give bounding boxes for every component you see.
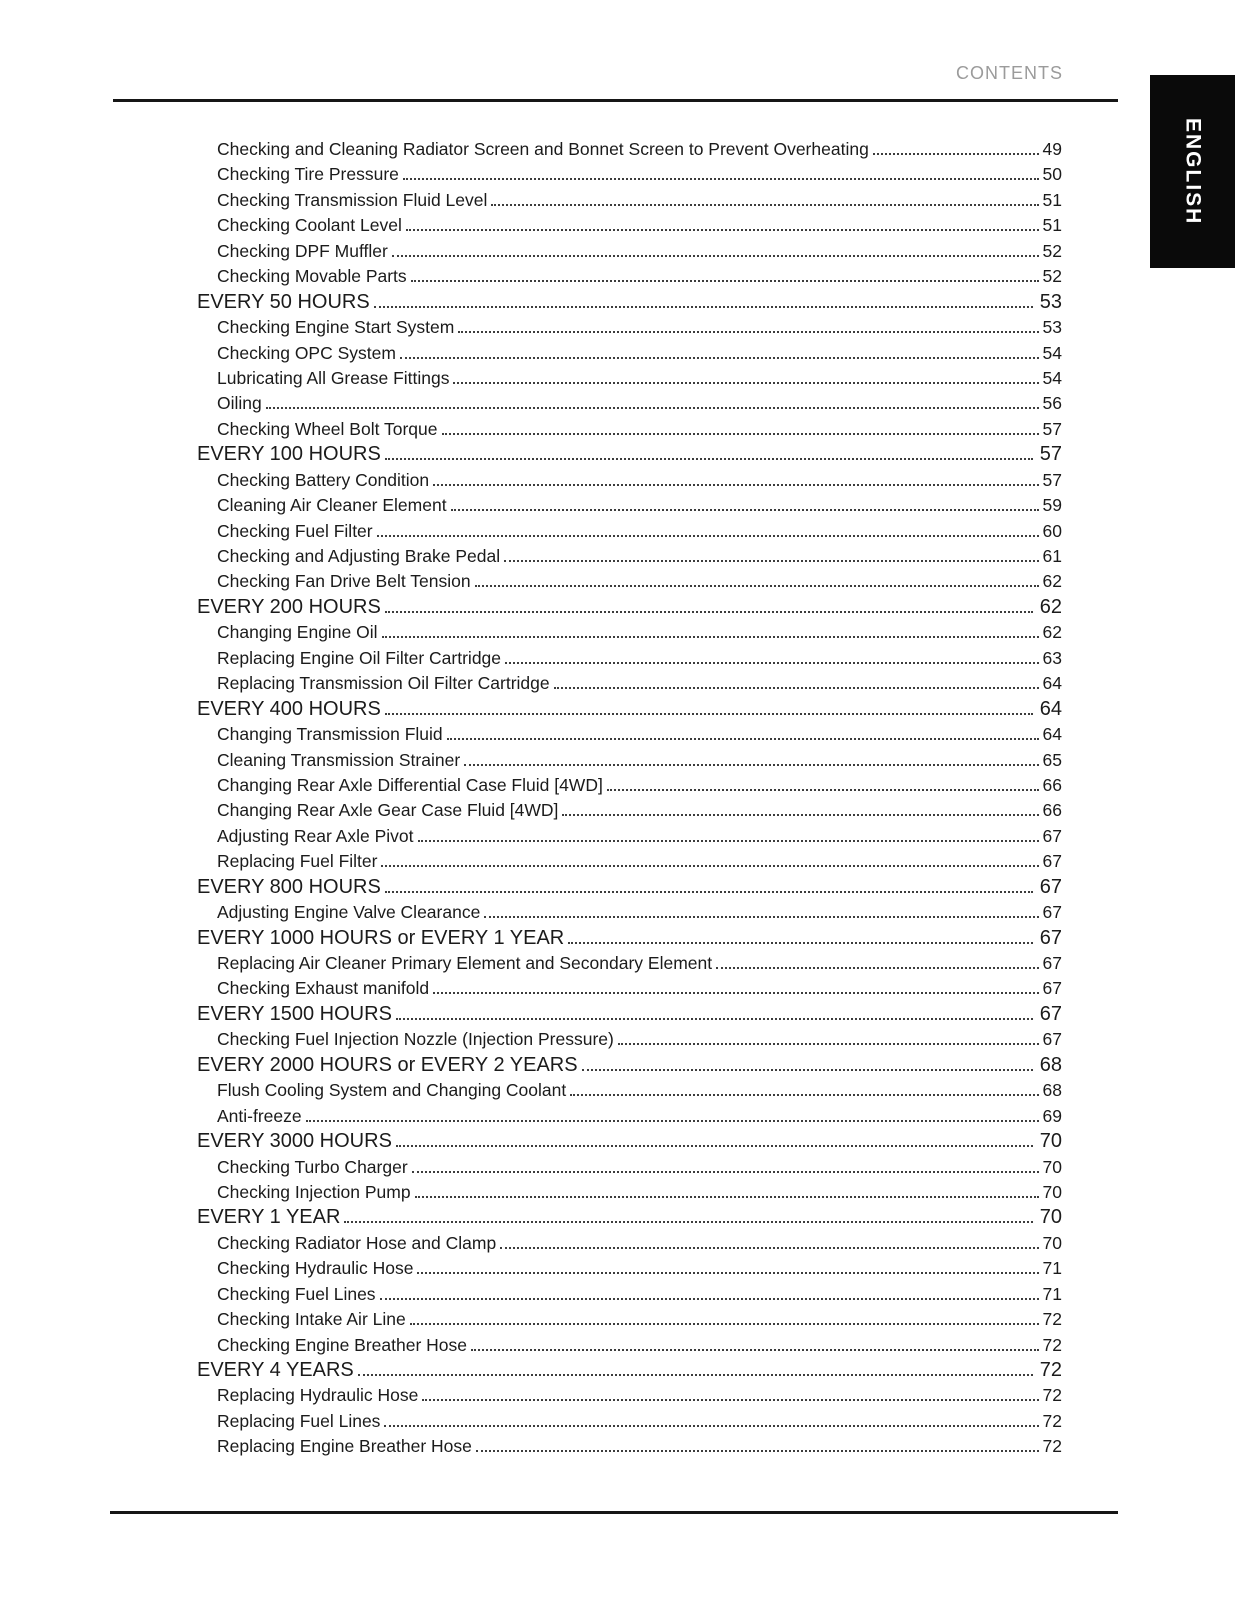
toc-entry-label: Replacing Air Cleaner Primary Element and Secondary Element bbox=[217, 953, 713, 973]
toc-entry-label: Checking Battery Condition bbox=[217, 469, 430, 490]
toc-entry-page: 51 bbox=[1042, 189, 1062, 210]
toc-dot-leader bbox=[396, 1018, 1033, 1020]
toc-dot-leader bbox=[451, 509, 1039, 511]
toc-entry-page: 64 bbox=[1039, 697, 1062, 720]
toc-entry-label: Checking Hydraulic Hose bbox=[217, 1258, 414, 1279]
toc-entry-label: EVERY 100 HOURS bbox=[197, 443, 381, 466]
toc-entry-page: 67 bbox=[1042, 978, 1062, 999]
toc-row bbox=[197, 900, 1062, 925]
toc-row bbox=[197, 1027, 1062, 1052]
toc-entry-label: EVERY 3000 HOURS bbox=[197, 1130, 392, 1153]
toc-row bbox=[197, 951, 1062, 976]
toc-entry-page: 71 bbox=[1042, 1283, 1062, 1304]
toc-entry-page: 57 bbox=[1042, 469, 1062, 490]
toc-row bbox=[197, 1383, 1062, 1408]
toc-entry-label: Checking Fuel Injection Nozzle (Injection Pressure) bbox=[217, 1029, 614, 1050]
toc-row bbox=[197, 824, 1062, 849]
toc-dot-leader bbox=[422, 1399, 1038, 1401]
toc-row bbox=[197, 646, 1062, 671]
toc-entry-label: EVERY 1500 HOURS bbox=[197, 1002, 392, 1025]
toc-entry-page: 68 bbox=[1039, 1053, 1062, 1076]
toc-dot-leader bbox=[873, 153, 1039, 155]
toc-entry-page: 59 bbox=[1042, 495, 1062, 516]
toc-dot-leader bbox=[607, 789, 1039, 791]
toc-row bbox=[197, 1358, 1062, 1383]
toc-row bbox=[197, 1129, 1062, 1154]
toc-entry-label: Checking Fuel Filter bbox=[217, 520, 373, 541]
toc-dot-leader bbox=[484, 916, 1038, 918]
toc-entry-label: Checking Fan Drive Belt Tension bbox=[217, 571, 471, 592]
toc-row bbox=[197, 620, 1062, 645]
toc-entry-page: 63 bbox=[1042, 647, 1062, 668]
toc-entry-label: Changing Transmission Fluid bbox=[217, 724, 443, 745]
toc-entry-label: Lubricating All Grease Fittings bbox=[217, 367, 450, 388]
toc-entry-label: EVERY 200 HOURS bbox=[197, 595, 381, 618]
toc-row bbox=[197, 1155, 1062, 1180]
toc-entry-label: Checking Fuel Lines bbox=[217, 1283, 376, 1304]
toc-entry-label: Replacing Hydraulic Hose bbox=[217, 1385, 419, 1406]
toc-entry-label: Checking Injection Pump bbox=[217, 1181, 411, 1202]
toc-row bbox=[197, 1256, 1062, 1281]
toc-row bbox=[197, 1307, 1062, 1332]
toc-entry-page: 70 bbox=[1042, 1181, 1062, 1202]
toc-entry-page: 54 bbox=[1042, 367, 1062, 388]
toc-dot-leader bbox=[442, 433, 1039, 435]
toc-entry-page: 60 bbox=[1042, 520, 1062, 541]
toc-row bbox=[197, 1205, 1062, 1230]
toc-entry-page: 57 bbox=[1042, 418, 1062, 439]
toc-dot-leader bbox=[476, 1450, 1039, 1452]
toc-entry-page: 72 bbox=[1042, 1436, 1062, 1457]
toc-entry-page: 49 bbox=[1042, 139, 1062, 159]
toc-row bbox=[197, 849, 1062, 874]
toc-dot-leader bbox=[406, 229, 1039, 231]
toc-row bbox=[197, 976, 1062, 1001]
toc-entry-label: EVERY 1 YEAR bbox=[197, 1206, 341, 1229]
toc-row bbox=[197, 213, 1062, 238]
toc-dot-leader bbox=[433, 992, 1038, 994]
toc-entry-label: Checking Radiator Hose and Clamp bbox=[217, 1232, 497, 1253]
toc-entry-label: Checking Transmission Fluid Level bbox=[217, 189, 488, 210]
toc-dot-leader bbox=[382, 636, 1039, 638]
toc-dot-leader bbox=[344, 1221, 1032, 1223]
toc-entry-label: Oiling bbox=[217, 393, 262, 414]
toc-entry-page: 56 bbox=[1042, 393, 1062, 414]
toc-entry-page: 68 bbox=[1042, 1080, 1062, 1101]
toc-dot-leader bbox=[504, 560, 1038, 562]
language-tab bbox=[1150, 75, 1235, 268]
toc-entry-page: 57 bbox=[1039, 443, 1062, 466]
toc-row bbox=[197, 366, 1062, 391]
toc-row bbox=[197, 722, 1062, 747]
toc-row bbox=[197, 162, 1062, 187]
toc-row bbox=[197, 1002, 1062, 1027]
toc-entry-page: 67 bbox=[1039, 875, 1062, 898]
toc-entry-page: 72 bbox=[1039, 1359, 1062, 1381]
toc-dot-leader bbox=[374, 306, 1033, 308]
toc-entry-label: EVERY 2000 HOURS or EVERY 2 YEARS bbox=[197, 1053, 578, 1076]
toc-dot-leader bbox=[400, 357, 1039, 359]
toc-row bbox=[197, 391, 1062, 416]
toc-entry-label: Cleaning Air Cleaner Element bbox=[217, 495, 447, 516]
toc-row bbox=[197, 239, 1062, 264]
toc-entry-page: 67 bbox=[1042, 953, 1062, 973]
toc-entry-page: 65 bbox=[1042, 749, 1062, 770]
toc-entry-label: EVERY 1000 HOURS or EVERY 1 YEAR bbox=[197, 926, 565, 949]
toc-dot-leader bbox=[491, 204, 1038, 206]
toc-dot-leader bbox=[377, 535, 1039, 537]
toc-dot-leader bbox=[458, 331, 1038, 333]
toc-dot-leader bbox=[618, 1043, 1039, 1045]
toc-entry-label: Checking Movable Parts bbox=[217, 266, 407, 287]
toc-entry-label: Replacing Fuel Lines bbox=[217, 1410, 381, 1431]
toc-entry-page: 67 bbox=[1039, 926, 1062, 949]
toc-dot-leader bbox=[582, 1069, 1033, 1071]
toc-dot-leader bbox=[415, 1196, 1039, 1198]
toc-dot-leader bbox=[385, 458, 1033, 460]
toc-dot-leader bbox=[568, 942, 1033, 944]
toc-row bbox=[197, 1409, 1062, 1434]
footer-rule bbox=[110, 1511, 1118, 1514]
toc-dot-leader bbox=[464, 764, 1038, 766]
toc-entry-page: 67 bbox=[1042, 1029, 1062, 1050]
toc-row bbox=[197, 671, 1062, 696]
toc-entry-label: Changing Engine Oil bbox=[217, 622, 378, 643]
toc-entry-page: 62 bbox=[1042, 622, 1062, 643]
toc-entry-label: Flush Cooling System and Changing Coolant bbox=[217, 1080, 567, 1101]
toc-dot-leader bbox=[384, 1425, 1038, 1427]
toc-dot-leader bbox=[505, 662, 1039, 664]
toc-row bbox=[197, 544, 1062, 569]
toc-dot-leader bbox=[447, 738, 1039, 740]
toc-entry-label: Checking Coolant Level bbox=[217, 215, 402, 236]
toc-entry-page: 62 bbox=[1039, 595, 1062, 618]
toc-dot-leader bbox=[716, 967, 1038, 969]
toc-dot-leader bbox=[554, 687, 1039, 689]
toc-entry-page: 67 bbox=[1042, 851, 1062, 872]
toc-row bbox=[197, 468, 1062, 493]
toc-row bbox=[197, 773, 1062, 798]
toc-row bbox=[197, 926, 1062, 951]
toc-dot-leader bbox=[392, 255, 1039, 257]
toc-entry-page: 72 bbox=[1042, 1410, 1062, 1431]
toc-list bbox=[197, 137, 1062, 1460]
toc-entry-label: Changing Rear Axle Gear Case Fluid [4WD] bbox=[217, 800, 559, 821]
toc-row bbox=[197, 264, 1062, 289]
toc-dot-leader bbox=[570, 1094, 1038, 1096]
toc-entry-page: 67 bbox=[1042, 825, 1062, 846]
toc-entry-label: Checking Tire Pressure bbox=[217, 164, 399, 185]
toc-row bbox=[197, 493, 1062, 518]
toc-row bbox=[197, 1231, 1062, 1256]
toc-entry-label: Checking DPF Muffler bbox=[217, 240, 388, 261]
toc-row bbox=[197, 748, 1062, 773]
toc-entry-page: 51 bbox=[1042, 215, 1062, 236]
toc-entry-page: 70 bbox=[1042, 1232, 1062, 1253]
toc-entry-label: EVERY 50 HOURS bbox=[197, 290, 370, 313]
toc-entry-label: Replacing Engine Breather Hose bbox=[217, 1436, 472, 1457]
toc-entry-label: Checking Turbo Charger bbox=[217, 1156, 408, 1177]
toc-entry-label: Replacing Transmission Oil Filter Cartridge bbox=[217, 673, 550, 694]
toc-entry-label: Checking and Adjusting Brake Pedal bbox=[217, 546, 501, 566]
toc-row bbox=[197, 442, 1062, 467]
toc-entry-page: 64 bbox=[1042, 724, 1062, 745]
toc-entry-page: 70 bbox=[1039, 1206, 1062, 1229]
header-rule bbox=[113, 99, 1118, 102]
toc-entry-page: 70 bbox=[1039, 1130, 1062, 1153]
toc-entry-page: 53 bbox=[1042, 317, 1062, 338]
toc-dot-leader bbox=[412, 1171, 1039, 1173]
toc-dot-leader bbox=[403, 178, 1039, 180]
toc-dot-leader bbox=[562, 814, 1038, 816]
toc-dot-leader bbox=[475, 585, 1039, 587]
toc-row bbox=[197, 188, 1062, 213]
toc-entry-page: 71 bbox=[1042, 1258, 1062, 1279]
toc-row bbox=[197, 1104, 1062, 1129]
toc-row bbox=[197, 315, 1062, 340]
toc-entry-page: 72 bbox=[1042, 1309, 1062, 1330]
toc-entry-page: 70 bbox=[1042, 1156, 1062, 1177]
toc-entry-label: EVERY 800 HOURS bbox=[197, 875, 381, 898]
toc-row bbox=[197, 417, 1062, 442]
toc-entry-page: 67 bbox=[1039, 1002, 1062, 1025]
toc-entry-label: Checking Intake Air Line bbox=[217, 1309, 406, 1330]
toc-entry-page: 66 bbox=[1042, 774, 1062, 795]
toc-entry-label: Replacing Fuel Filter bbox=[217, 851, 378, 872]
toc-dot-leader bbox=[266, 407, 1039, 409]
toc-entry-page: 72 bbox=[1042, 1385, 1062, 1406]
toc-entry-page: 69 bbox=[1042, 1105, 1062, 1126]
toc-entry-page: 54 bbox=[1042, 342, 1062, 363]
toc-row bbox=[197, 1282, 1062, 1307]
toc-row bbox=[197, 1180, 1062, 1205]
toc-row bbox=[197, 137, 1062, 162]
toc-entry-page: 61 bbox=[1042, 546, 1062, 566]
toc-row bbox=[197, 341, 1062, 366]
toc-entry-label: Checking and Cleaning Radiator Screen and Bonnet Screen to Prevent Overheating bbox=[217, 139, 869, 159]
toc-entry-page: 52 bbox=[1042, 240, 1062, 261]
toc-entry-label: Adjusting Rear Axle Pivot bbox=[217, 825, 414, 846]
toc-entry-page: 72 bbox=[1042, 1334, 1062, 1355]
toc-entry-label: Checking OPC System bbox=[217, 342, 396, 363]
toc-dot-leader bbox=[433, 484, 1038, 486]
toc-entry-label: EVERY 400 HOURS bbox=[197, 697, 381, 720]
toc-entry-page: 64 bbox=[1042, 673, 1062, 694]
toc-row bbox=[197, 697, 1062, 722]
toc-entry-label: Checking Engine Start System bbox=[217, 317, 455, 338]
toc-dot-leader bbox=[500, 1247, 1038, 1249]
toc-dot-leader bbox=[385, 891, 1033, 893]
toc-dot-leader bbox=[381, 865, 1038, 867]
toc-dot-leader bbox=[306, 1120, 1039, 1122]
toc-entry-label: Changing Rear Axle Differential Case Fluid [4WD] bbox=[217, 774, 603, 795]
toc-row bbox=[197, 1078, 1062, 1103]
toc-row bbox=[197, 1434, 1062, 1459]
toc-row bbox=[197, 290, 1062, 315]
toc-dot-leader bbox=[418, 840, 1039, 842]
toc-entry-label: Replacing Engine Oil Filter Cartridge bbox=[217, 647, 502, 668]
toc-entry-page: 52 bbox=[1042, 266, 1062, 287]
toc-entry-page: 53 bbox=[1039, 290, 1062, 313]
toc-dot-leader bbox=[385, 611, 1033, 613]
toc-dot-leader bbox=[410, 1323, 1039, 1325]
toc-entry-page: 66 bbox=[1042, 800, 1062, 821]
toc-entry-label: Checking Wheel Bolt Torque bbox=[217, 418, 438, 439]
toc-dot-leader bbox=[417, 1272, 1038, 1274]
toc-dot-leader bbox=[358, 1374, 1033, 1376]
toc-entry-label: Checking Exhaust manifold bbox=[217, 978, 430, 999]
toc-row bbox=[197, 569, 1062, 594]
toc-entry-label: Cleaning Transmission Strainer bbox=[217, 749, 461, 770]
language-tab-label: ENGLISH bbox=[1181, 117, 1205, 226]
toc-entry-page: 50 bbox=[1042, 164, 1062, 185]
toc-entry-page: 67 bbox=[1042, 902, 1062, 923]
toc-entry-label: Adjusting Engine Valve Clearance bbox=[217, 902, 481, 923]
toc-dot-leader bbox=[411, 280, 1039, 282]
toc-row bbox=[197, 519, 1062, 544]
toc-row bbox=[197, 875, 1062, 900]
toc-entry-label: EVERY 4 YEARS bbox=[197, 1359, 354, 1381]
page-title: CONTENTS bbox=[956, 63, 1063, 83]
toc-entry-page: 62 bbox=[1042, 571, 1062, 592]
toc-dot-leader bbox=[380, 1298, 1039, 1300]
toc-row bbox=[197, 1053, 1062, 1078]
toc-row bbox=[197, 1333, 1062, 1358]
toc-dot-leader bbox=[453, 382, 1038, 384]
toc-row bbox=[197, 798, 1062, 823]
toc-row bbox=[197, 595, 1062, 620]
toc-dot-leader bbox=[385, 713, 1033, 715]
toc-dot-leader bbox=[396, 1145, 1033, 1147]
toc-dot-leader bbox=[471, 1349, 1039, 1351]
toc-entry-label: Anti-freeze bbox=[217, 1105, 302, 1126]
toc-entry-label: Checking Engine Breather Hose bbox=[217, 1334, 468, 1355]
